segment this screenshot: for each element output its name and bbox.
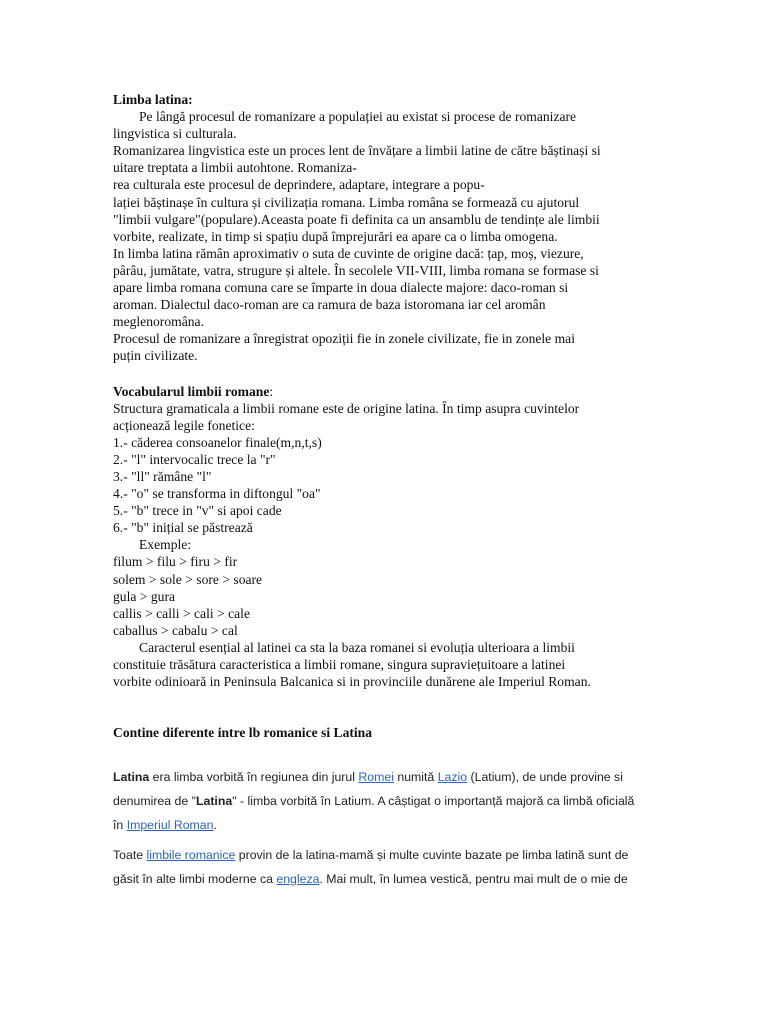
text-line: 4.- "o" se transforma in diftongul "oa"	[113, 486, 321, 502]
wiki-paragraph-2	[113, 843, 661, 891]
text-line: Caracterul esențial al latinei ca sta la baza romanei si evoluția ulterioara a limbii	[139, 639, 575, 655]
text-line: meglenoromâna.	[113, 314, 204, 330]
text-line: pârâu, jumătate, vatra, strugure și altele. În secolele VII-VIII, limba romana se formase si	[113, 262, 599, 278]
document-body	[113, 91, 661, 891]
text-line: vorbite odinioară in Peninsula Balcanica si in provinciile dunărene ale Imperiul Roman.	[113, 674, 591, 690]
link-engleza[interactable]: engleza	[276, 872, 320, 887]
text-line: vorbite, realizate, in timp si spațiu după împrejurări ea apare ca o limba omogena.	[113, 228, 558, 244]
text-line: Procesul de romanizare a înregistrat opoziții fie in zonele civilizate, fie in zonele mai	[113, 331, 575, 347]
text-run: denumirea de "	[113, 794, 196, 809]
text-line: lației băștinașe în cultura și civilizația romana. Limba româna se formează cu ajutorul	[113, 194, 580, 210]
wiki-line	[113, 813, 661, 837]
text-line: Structura gramaticala a limbii romane este de origine latina. În timp asupra cuvintelor	[113, 400, 580, 416]
text-run: în	[113, 818, 127, 833]
wiki-paragraph-1	[113, 765, 661, 837]
text-line: 1.- căderea consoanelor finale(m,n,t,s)	[113, 434, 322, 450]
section-title-diferente: Contine diferente intre lb romanice si Latina	[113, 725, 373, 741]
text-line: constituie trăsătura caracteristica a limbii romane, singura supraviețuitoare a latinei	[113, 657, 566, 672]
section-lines	[113, 108, 661, 364]
text-line: Pe lângă procesul de romanizare a populației au existat si procese de romanizare	[139, 109, 577, 125]
wiki-line	[113, 789, 661, 813]
text-line: 5.- "b" trece in "v" si apoi cade	[113, 503, 282, 519]
text-line: puțin civilizate.	[113, 348, 198, 364]
wiki-line	[113, 843, 661, 867]
wiki-excerpt	[113, 765, 661, 891]
text-line: aroman. Dialectul daco-roman are ca ramura de baza istoromana iar cel aromân	[113, 297, 546, 313]
text-line: 3.- "ll" rămâne "l"	[113, 468, 212, 484]
wiki-line	[113, 867, 661, 891]
text-line: acționează legile fonetice:	[113, 417, 255, 433]
text-line: rea culturala este procesul de deprindere, adaptare, integrare a popu-	[113, 177, 485, 193]
section-title-line	[113, 383, 661, 400]
text-run: " - limba vorbită în Latium. A câștigat o importanță majoră ca limbă oficială	[232, 794, 635, 809]
text-run: numită	[393, 770, 438, 785]
text-run: era limba vorbită în regiunea din jurul	[149, 770, 359, 785]
text-run: găsit în alte limbi moderne ca	[113, 872, 277, 887]
section-vocabular	[113, 383, 661, 691]
text-line: filum > filu > firu > fir	[113, 554, 238, 570]
text-line: "limbii vulgare"(populare).Aceasta poate fi definita ca un ansamblu de tendințe ale limbii	[113, 211, 600, 227]
text-line: In limba latina rămân aproximativ o suta de cuvinte de origine dacă: țap, moș, viezure,	[113, 245, 584, 261]
text-run: . Mai mult, în lumea vestică, pentru mai mult de o mie de	[319, 872, 628, 887]
link-lazio[interactable]: Lazio	[437, 770, 468, 785]
text-run: .	[213, 818, 217, 833]
link-imperiul-roman[interactable]: Imperiul Roman	[126, 818, 214, 833]
section-title: Limba latina:	[113, 92, 193, 107]
text-line: solem > sole > sore > soare	[113, 571, 263, 587]
section-title: Vocabularul limbii romane	[113, 383, 270, 399]
text-run: provin de la latina-mamă și multe cuvinte bazate pe limba latină sunt de	[235, 848, 629, 863]
text-run: Toate	[113, 848, 147, 863]
term-latina: Latina	[113, 770, 150, 785]
section-limba-latina	[113, 91, 661, 365]
term-latina-2: Latina	[195, 794, 233, 809]
text-line: lingvistica si culturala.	[113, 126, 237, 142]
text-line: 2.- "l" intervocalic trece la "r"	[113, 451, 276, 467]
text-line: callis > calli > cali > cale	[113, 605, 250, 621]
link-romei[interactable]: Romei	[358, 770, 394, 785]
text-run: (Latium), de unde provine si	[467, 770, 623, 785]
text-line: caballus > cabalu > cal	[113, 622, 238, 638]
section-title-suffix: :	[269, 383, 274, 399]
section-lines	[113, 400, 661, 691]
wiki-line	[113, 765, 661, 789]
text-line: uitare treptata a limbii autohtone. Romaniza-	[113, 160, 357, 176]
link-limbile-romanice[interactable]: limbile romanice	[146, 848, 236, 863]
text-line: gula > gura	[113, 588, 176, 604]
text-line: Exemple:	[139, 537, 192, 553]
text-line: apare limba romana comuna care se împarte in doua dialecte majore: daco-roman si	[113, 280, 569, 296]
text-line: Romanizarea lingvistica este un proces lent de învățare a limbii latine de către băștinași si	[113, 143, 601, 159]
text-line: 6.- "b" inițial se păstrează	[113, 520, 253, 536]
